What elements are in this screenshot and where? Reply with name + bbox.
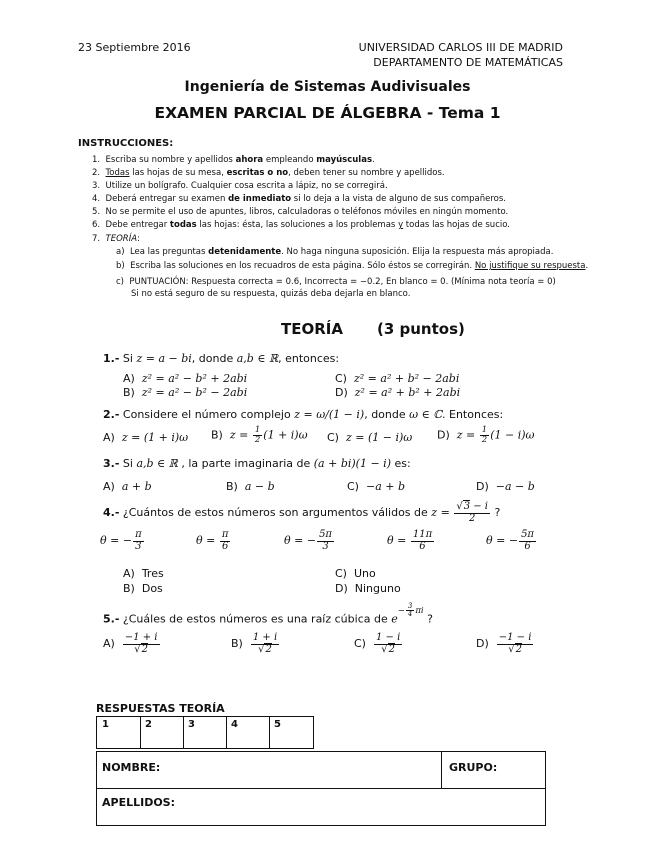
group-field[interactable]: GRUPO:	[449, 761, 498, 774]
section-title: TEORÍA	[281, 320, 343, 338]
q3-option-c[interactable]: C) −a + b	[347, 480, 406, 493]
instruction-7: 7. TEORÍA:	[92, 234, 140, 244]
surname-field[interactable]: APELLIDOS:	[102, 796, 176, 809]
name-field[interactable]: NOMBRE:	[102, 761, 161, 774]
q1-option-c[interactable]: C) z² = a² + b² − 2abi	[335, 372, 460, 385]
q2-option-c[interactable]: C) z = (1 − i)ω	[327, 431, 413, 444]
q4-option-a[interactable]: A) Tres	[123, 567, 164, 580]
q4-theta-3: θ = − $\frac{5\pi}{3}$	[284, 529, 332, 552]
q4-option-c[interactable]: C) Uno	[335, 567, 376, 580]
instruction-7a: a) Lea las preguntas detenidamente. No haga ninguna suposición. Elija la respuesta más apropiada.	[116, 247, 554, 257]
question-5: 5.- ¿Cuáles de estos números es una raíz cúbica de $e^{- \frac{3}{4} \pi i}$ ?	[103, 602, 433, 626]
instruction-7b: b) Escriba las soluciones en los recuadros de esta página. Sólo éstos se corregirán. No justifique su respuesta.	[116, 261, 589, 271]
instruction-7c: c) PUNTUACIÓN: Respuesta correcta = 0.6, Incorrecta = −0.2, En blanco = 0. (Mínima nota teoría = 0)	[116, 277, 556, 287]
exam-theme: - Tema 1	[421, 104, 501, 122]
instructions-heading: INSTRUCCIONES:	[78, 138, 174, 149]
q5-option-a[interactable]: A) $\frac{-1 + i}{√2}$	[103, 632, 158, 655]
section-points: (3 puntos)	[377, 320, 465, 338]
question-1: 1.- Si z = a − bi, donde a,b ∈ ℝ, entonces:	[103, 352, 340, 365]
q3-option-b[interactable]: B) a − b	[226, 480, 275, 493]
instruction-3: 3. Utilize un bolígrafo. Cualquier cosa escrita a lápiz, no se corregirá.	[92, 181, 388, 191]
question-4: 4.- ¿Cuántos de estos números son argumentos válidos de z = $\frac{√3 - i}{2}$ ?	[103, 501, 501, 524]
instruction-4: 4. Deberá entregar su examen de inmediato si lo deja a la vista de alguno de sus compañeros.	[92, 194, 506, 204]
q1-option-d[interactable]: D) z² = a² + b² + 2abi	[335, 386, 461, 399]
question-3: 3.- Si a,b ∈ ℝ , la parte imaginaria de (a + bi)(1 − i) es:	[103, 457, 411, 470]
q1-option-b[interactable]: B) z² = a² − b² − 2abi	[123, 386, 248, 399]
exam-title	[0, 104, 655, 122]
department-name: DEPARTAMENTO DE MATEMÁTICAS	[373, 56, 563, 69]
q4-theta-2: θ = $\frac{\pi}{6}$	[196, 529, 229, 552]
q4-option-d[interactable]: D) Ninguno	[335, 582, 401, 595]
q1-option-a[interactable]: A) z² = a² − b² + 2abi	[123, 372, 248, 385]
q4-theta-1: θ = − $\frac{\pi}{3}$	[100, 529, 142, 552]
answer-cell-1[interactable]: 1	[102, 719, 109, 730]
university-name: UNIVERSIDAD CARLOS III DE MADRID	[358, 41, 563, 54]
q2-option-b[interactable]: B) z = $\frac{1}{2}$ (1 + i)ω	[211, 425, 308, 445]
q5-option-c[interactable]: C) $\frac{1 - i}{√2}$	[354, 632, 401, 655]
instruction-6: 6. Debe entregar todas las hojas: ésta, las soluciones a los problemas y todas las hojas de sucio.	[92, 220, 510, 230]
exam-name: EXAMEN PARCIAL DE ÁLGEBRA	[154, 104, 422, 122]
q5-option-b[interactable]: B) $\frac{1 + i}{√2}$	[231, 632, 278, 655]
answer-cell-3[interactable]: 3	[188, 719, 195, 730]
q4-option-b[interactable]: B) Dos	[123, 582, 163, 595]
exam-date: 23 Septiembre 2016	[78, 41, 191, 54]
q3-option-a[interactable]: A) a + b	[103, 480, 152, 493]
q2-option-a[interactable]: A) z = (1 + i)ω	[103, 431, 189, 444]
answers-table	[96, 716, 314, 749]
instruction-1: 1. Escriba su nombre y apellidos ahora empleando mayúsculas.	[92, 155, 375, 165]
q4-theta-4: θ = $\frac{11\pi}{6}$	[387, 529, 433, 552]
answer-cell-5[interactable]: 5	[274, 719, 281, 730]
answer-cell-4[interactable]: 4	[231, 719, 238, 730]
q4-theta-5: θ = − $\frac{5\pi}{6}$	[486, 529, 534, 552]
course-title: Ingeniería de Sistemas Audivisuales	[184, 79, 471, 95]
answer-cell-2[interactable]: 2	[145, 719, 152, 730]
question-2: 2.- Considere el número complejo z = ω/(1 − i), donde ω ∈ ℂ. Entonces:	[103, 408, 504, 421]
q5-option-d[interactable]: D) $\frac{-1 - i}{√2}$	[476, 632, 532, 655]
answers-heading: RESPUESTAS TEORÍA	[96, 702, 225, 715]
student-form	[96, 751, 546, 826]
q3-option-d[interactable]: D) −a − b	[476, 480, 535, 493]
instruction-2: 2. Todas las hojas de su mesa, escritas o no, deben tener su nombre y apellidos.	[92, 168, 445, 178]
instruction-5: 5. No se permite el uso de apuntes, libros, calculadoras o teléfonos móviles en ningún momento.	[92, 207, 509, 217]
q2-option-d[interactable]: D) z = $\frac{1}{2}$ (1 − i)ω	[437, 425, 535, 445]
instruction-7c-note: Si no está seguro de su respuesta, quizás deba dejarla en blanco.	[131, 289, 411, 299]
